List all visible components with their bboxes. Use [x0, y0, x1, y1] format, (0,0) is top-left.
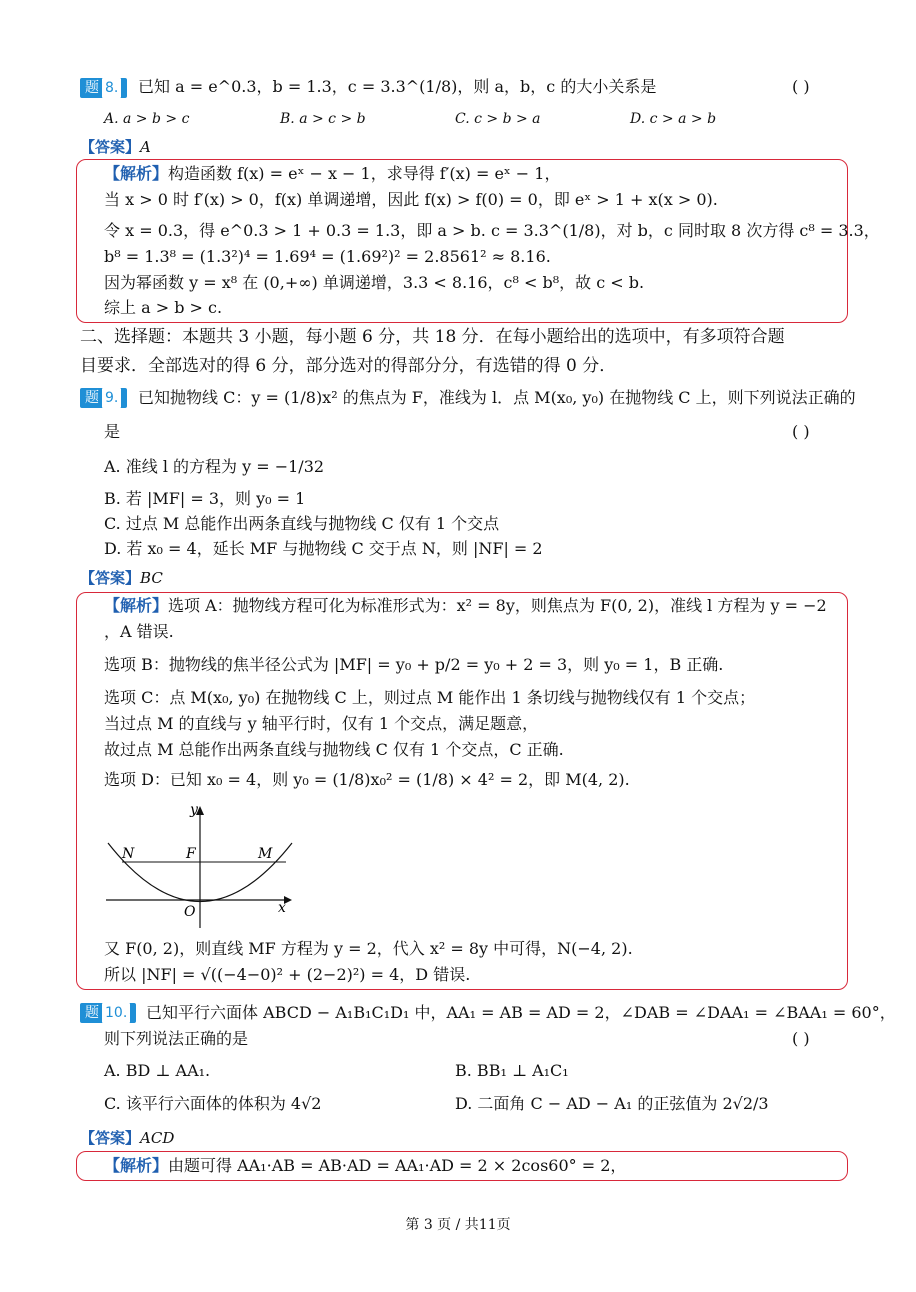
q8-paren: ( ) — [792, 77, 810, 96]
question-badge-8: 题 8. — [80, 78, 127, 98]
q9-solution-line-9: 所以 |NF| = √((−4−0)² + (2−2)²) = 4，D 错误. — [104, 965, 471, 984]
q10-option-a: A. BD ⊥ AA₁. — [104, 1061, 211, 1080]
q9-paren: ( ) — [792, 422, 810, 441]
q9-solution-line-3: 选项 B：抛物线的焦半径公式为 |MF| = y₀ + p/2 = y₀ + 2 = 3，则 y₀ = 1，B 正确. — [104, 655, 724, 674]
q9-stem-line-1: 已知抛物线 C：y = (1/8)x² 的焦点为 F，准线为 l．点 M(x₀, y₀) 在抛物线 C 上，则下列说法正确的 — [138, 388, 856, 407]
label-x: x — [278, 900, 286, 916]
q9-option-d: D. 若 x₀ = 4，延长 MF 与抛物线 C 交于点 N，则 |NF| = 2 — [104, 539, 543, 558]
question-badge-9: 题 9. — [80, 388, 127, 408]
label-n: N — [122, 846, 135, 862]
label-m: M — [258, 846, 273, 862]
q10-option-d: D. 二面角 C − AD − A₁ 的正弦值为 2√2/3 — [455, 1094, 769, 1113]
q8-solution-line-5: 因为幂函数 y = x⁸ 在 (0,+∞) 单调递增，3.3 < 8.16，c⁸ < b⁸，故 c < b. — [104, 273, 645, 292]
q8-option-a: A. a > b > c — [104, 111, 190, 127]
label-origin: O — [184, 904, 196, 920]
q8-solution-line-2: 当 x > 0 时 f′(x) > 0，f(x) 单调递增，因此 f(x) > f(0) = 0，即 eˣ > 1 + x(x > 0). — [104, 190, 718, 209]
q8-solution-line-4: b⁸ = 1.3⁸ = (1.3²)⁴ = 1.69⁴ = (1.69²)² = 2.8561² ≈ 8.16. — [104, 247, 551, 266]
q9-solution-line-7: 选项 D：已知 x₀ = 4，则 y₀ = (1/8)x₀² = (1/8) × 4² = 2，即 M(4, 2). — [104, 770, 630, 789]
q8-stem: 已知 a = e^0.3，b = 1.3，c = 3.3^(1/8)，则 a，b，c 的大小关系是 — [138, 77, 657, 96]
q9-solution-line-5: 当过点 M 的直线与 y 轴平行时，仅有 1 个交点，满足题意， — [104, 714, 539, 733]
q9-option-b: B. 若 |MF| = 3，则 y₀ = 1 — [104, 489, 306, 508]
section-2-heading-line-2: 目要求．全部选对的得 6 分，部分选对的得部分分，有选错的得 0 分． — [80, 356, 617, 376]
q9-stem-line-2: 是 — [104, 422, 121, 441]
q8-option-b: B. a > c > b — [280, 111, 366, 127]
q9-solution-line-8: 又 F(0, 2)，则直线 MF 方程为 y = 2，代入 x² = 8y 中可得，N(−4, 2). — [104, 939, 633, 958]
q8-option-c: C. c > b > a — [455, 111, 541, 127]
question-badge-10: 题 10. — [80, 1003, 136, 1023]
label-f: F — [186, 846, 196, 862]
q8-option-d: D. c > a > b — [630, 111, 717, 127]
q9-answer: 【答案】BC — [80, 569, 163, 587]
q9-option-c: C. 过点 M 总能作出两条直线与抛物线 C 仅有 1 个交点 — [104, 514, 500, 533]
q10-option-b: B. BB₁ ⊥ A₁C₁ — [455, 1061, 569, 1080]
q10-paren: ( ) — [792, 1029, 810, 1048]
q10-stem-line-2: 则下列说法正确的是 — [104, 1029, 249, 1048]
q9-solution-line-1: 【解析】选项 A：抛物线方程可化为标准形式为：x² = 8y，则焦点为 F(0, 2)，准线 l 方程为 y = −2 — [104, 596, 827, 615]
q9-solution-line-4: 选项 C：点 M(x₀, y₀) 在抛物线 C 上，则过点 M 能作出 1 条切线与抛物线仅有 1 个交点； — [104, 688, 756, 707]
q8-solution-line-1: 【解析】构造函数 f(x) = eˣ − x − 1，求导得 f′(x) = eˣ − 1， — [104, 164, 561, 183]
q10-solution-line-1: 【解析】由题可得 AA₁·AB = AB·AD = AA₁·AD = 2 × 2cos60° = 2， — [104, 1156, 627, 1175]
q9-option-a: A. 准线 l 的方程为 y = −1/32 — [104, 457, 325, 476]
q8-answer: 【答案】A — [80, 138, 151, 156]
q8-solution-line-3: 令 x = 0.3，得 e^0.3 > 1 + 0.3 = 1.3，即 a > b. c = 3.3^(1/8)，对 b，c 同时取 8 次方得 c⁸ = 3.3， — [104, 221, 880, 240]
label-y: y — [190, 802, 198, 818]
parabola-graph — [100, 800, 300, 935]
q9-solution-line-2: ，A 错误. — [104, 622, 174, 641]
q10-stem-line-1: 已知平行六面体 ABCD − A₁B₁C₁D₁ 中，AA₁ = AB = AD = 2，∠DAB = ∠DAA₁ = ∠BAA₁ = 60°， — [146, 1003, 896, 1022]
q8-solution-line-6: 综上 a > b > c. — [104, 298, 223, 317]
section-2-heading-line-1: 二、选择题：本题共 3 小题，每小题 6 分，共 18 分．在每小题给出的选项中，有多项符合题 — [80, 327, 785, 347]
q10-answer: 【答案】ACD — [80, 1129, 175, 1147]
page-footer: 第 3 页 / 共11页 — [405, 1217, 511, 1233]
q10-option-c: C. 该平行六面体的体积为 4√2 — [104, 1094, 322, 1113]
q9-solution-line-6: 故过点 M 总能作出两条直线与抛物线 C 仅有 1 个交点，C 正确. — [104, 740, 564, 759]
